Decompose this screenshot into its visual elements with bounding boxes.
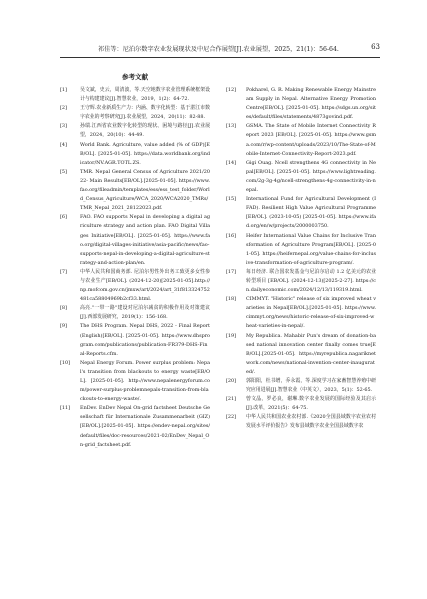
reference-text: Heifer International Value Chains for Inclusive Transformation of Agriculture Program[EB/OL]. [2025-01-05]. https://heifernepal.org/value-chains-for-inclusive-transformation-of-agriculture-program/. [246, 232, 376, 266]
reference-text: 王守辉.农业新质生产力：内涵、数字化转型：基于湛江市数字农业的考察研究[J].农业展望，2024，20(11)：82-88. [80, 105, 210, 121]
reference-item [226, 395, 376, 413]
reference-text: 曾文晶，罗必良，谢琳.数字农业发展的国际经验及其启示[J].改革，2021(5)：64-75. [246, 396, 376, 412]
reference-item [60, 122, 210, 140]
reference-number: [22] [226, 414, 237, 421]
reference-item [226, 122, 376, 158]
header-rule [60, 57, 380, 58]
references-left-column [60, 86, 210, 450]
reference-number: [14] [226, 159, 237, 166]
reference-item [226, 232, 376, 268]
reference-number: [3] [60, 123, 67, 130]
reference-number: [13] [226, 123, 237, 130]
reference-text: 中华人民共和国商务部. 尼泊尔男性外出务工致更多女性参与农业生产[EB/OL]. (2024-12-20)[2025-01-05].http://np.mofcom.gov.cn/jmxw/art/2024/art_31f813324752481ca58804969b2cf33.html. [80, 268, 210, 303]
reference-text: International Fund for Agricultural Development (IFAD). Resilient High Value Agricultural Programme[EB/OL]. (2023-10-05) [2025-01-05]. https://www.ifad.org/en/w/projects/2000003750. [246, 196, 376, 230]
reference-number: [7] [60, 268, 67, 275]
reference-number: [18] [226, 296, 237, 303]
reference-number: [2] [60, 105, 67, 112]
running-header [60, 42, 380, 54]
reference-number: [20] [226, 378, 237, 384]
reference-number: [11] [60, 405, 71, 412]
reference-item [60, 404, 210, 449]
reference-item [60, 213, 210, 268]
reference-text: Pokharel, G. R. Making Renewable Energy Mainstream Supply in Nepal. Alternative Energy Promotion Centre[EB/OL]. [2025-01-05]. https://sdgs.un.org/sites/default/files/statements/4873govind.pdf. [246, 87, 376, 121]
reference-item [226, 268, 376, 295]
reference-item [226, 195, 376, 231]
reference-item [226, 159, 376, 195]
references-heading: 参考文献 [122, 73, 148, 81]
page-number: 63 [371, 43, 380, 51]
reference-item [226, 86, 376, 122]
reference-item [60, 104, 210, 122]
reference-text: 郭阳阳，杜书增，乔永霞，等.深度学习在家畜智慧养殖中研究应用进展[J].智慧农业（中英文），2023，5(1)：52-65. [246, 378, 376, 394]
reference-text: EnDev. EnDev Nepal On-grid factsheet Deutsche Gesellschaft für Internationale Zusammenarbeit (GIZ)[EB/OL].[2025-01-05]. https://endev-nepal.org/sites/default/files/doc-resources/2021-02/EnDev_Nepal_On-grid_factsheet.pdf. [80, 405, 210, 448]
reference-item [60, 86, 210, 104]
reference-item [60, 304, 210, 322]
reference-text: 高亮."一带一路"建设对尼泊尔减贫的积极作用及对策建议[J].西部发展研究，2019(1)：156-168. [80, 305, 210, 321]
running-title: 祁佳等：尼泊尔数字农业发展现状及中尼合作展望[J].农业展望，2025，21(1)：56-64. [98, 46, 339, 53]
reference-number: [4] [60, 141, 67, 148]
reference-item [226, 377, 376, 395]
reference-text: 孙瑞.江西省农业数字化转型的现状、困境与路径[J].农业展望，2024，20(10)：44-49. [80, 123, 210, 139]
reference-number: [19] [226, 332, 237, 339]
reference-item [60, 168, 210, 213]
reference-number: [5] [60, 168, 67, 175]
reference-text: Gigi Ouag. Ncell strengthens 4G connectivity in Nepal[EB/OL]. [2025-01-05]. https://www.lightreading.com/2g-3g-4g/ncell-strengthens-4g-connectivity-in-nepal. [246, 159, 376, 194]
reference-item [226, 295, 376, 331]
reference-text: Nepal Energy Forum. Power surplus problem: Nepal's transition from blackouts to energy waste[EB/OL]. [2025-01-05]. http://www.nepalenergyforum.com/power-surplus-problemnepals-transition-from-blackouts-to-energy-waste/. [80, 359, 210, 403]
reference-number: [16] [226, 232, 237, 239]
reference-number: [12] [226, 87, 237, 93]
reference-text: CIMMYT. "Historic" release of six improved wheat varieties in Nepal[EB/OL].[2025-01-05]. https://www.cimmyt.org/news/historic-release-of-six-improved-wheat-varieties-in-nepal/. [246, 296, 376, 330]
reference-number: [17] [226, 268, 237, 275]
reference-text: 中华人民共和国农业农村部.《2020全国县域数字农业农村发展水平评价报告》发布县域数字农业全国县域数字农 [246, 414, 376, 430]
reference-text: 吴文斌，史云，周清波，等.天空地数字农业管理系统框架设计与构建建议[J].智慧农业，2019，1(2)：64-72. [80, 87, 210, 103]
reference-number: [21] [226, 396, 237, 403]
reference-number: [8] [60, 305, 67, 312]
reference-text: TMR. Nepal General Census of Agriculture 2021/2022- Main Results[EB/OL].[2025-01-05]. https://www.fao.org/fileadmin/templates/ess/ess_test_folder/World_Census_Agriculture/WCA_2020/WCA2020_TMRs/TMR_Nepal_2021_28122023.pdf. [80, 168, 210, 212]
reference-item [60, 359, 210, 404]
reference-item [226, 413, 376, 431]
reference-item [60, 322, 210, 358]
references-right-column [226, 86, 376, 432]
reference-text: World Bank. Agriculture, value added (% of GDP)[EB/OL]. [2025-01-05]. https://data.worldbank.org/indicator/NV.AGR.TOTL.ZS. [80, 141, 210, 166]
reference-number: [10] [60, 359, 71, 366]
reference-item [226, 332, 376, 377]
reference-text: FAO. FAO supports Nepal in developing a digital agriculture strategy and action plan. FAO Digital Villages Initiative[EB/OL]. [2025-01-05]. https://www.fao.org/digital-villages-initiative/asia-pacific/news/fao-supports-nepal-in-developing-a-digital-agriculture-strategy-and-action-plan/en. [80, 214, 210, 266]
reference-number: [9] [60, 323, 67, 330]
reference-number: [6] [60, 214, 67, 221]
reference-item [60, 141, 210, 168]
reference-text: GSMA. The State of Mobile Internet Connectivity Report 2023 [EB/OL]. [2025-01-05]. https://www.gsma.com/r/wp-content/uploads/2023/10/The-State-of-Mobile-Internet-Connectivity-Report-2023.pdf. [246, 123, 376, 157]
reference-text: My Republica. Mahabir Pun's dream of donation-based national innovation center finally comes true[EB/OL].[2025-01-05]. https://myrepublica.nagariknet work.com/news/national-invention-center-inaugurated/. [246, 332, 376, 375]
reference-number: [15] [226, 196, 237, 203]
reference-text: 每日经济. 联合国农发基金与尼泊尔启动 1.2 亿美元的农业转型项目 [EB/OL]. (2024-12-13)[2025-2-27]. https://cn.dailyeconomic.com/2024/12/13/119319.html. [246, 268, 376, 294]
reference-number: [1] [60, 87, 67, 93]
reference-text: The DHS Program. Nepal DHS, 2022 - Final Report (English)[EB/OL]. [2025-01-05]. https://www.dhsprogram.com/publications/publication-FR379-DHS-Final-Reports.cfm. [80, 323, 210, 357]
reference-item [60, 268, 210, 304]
